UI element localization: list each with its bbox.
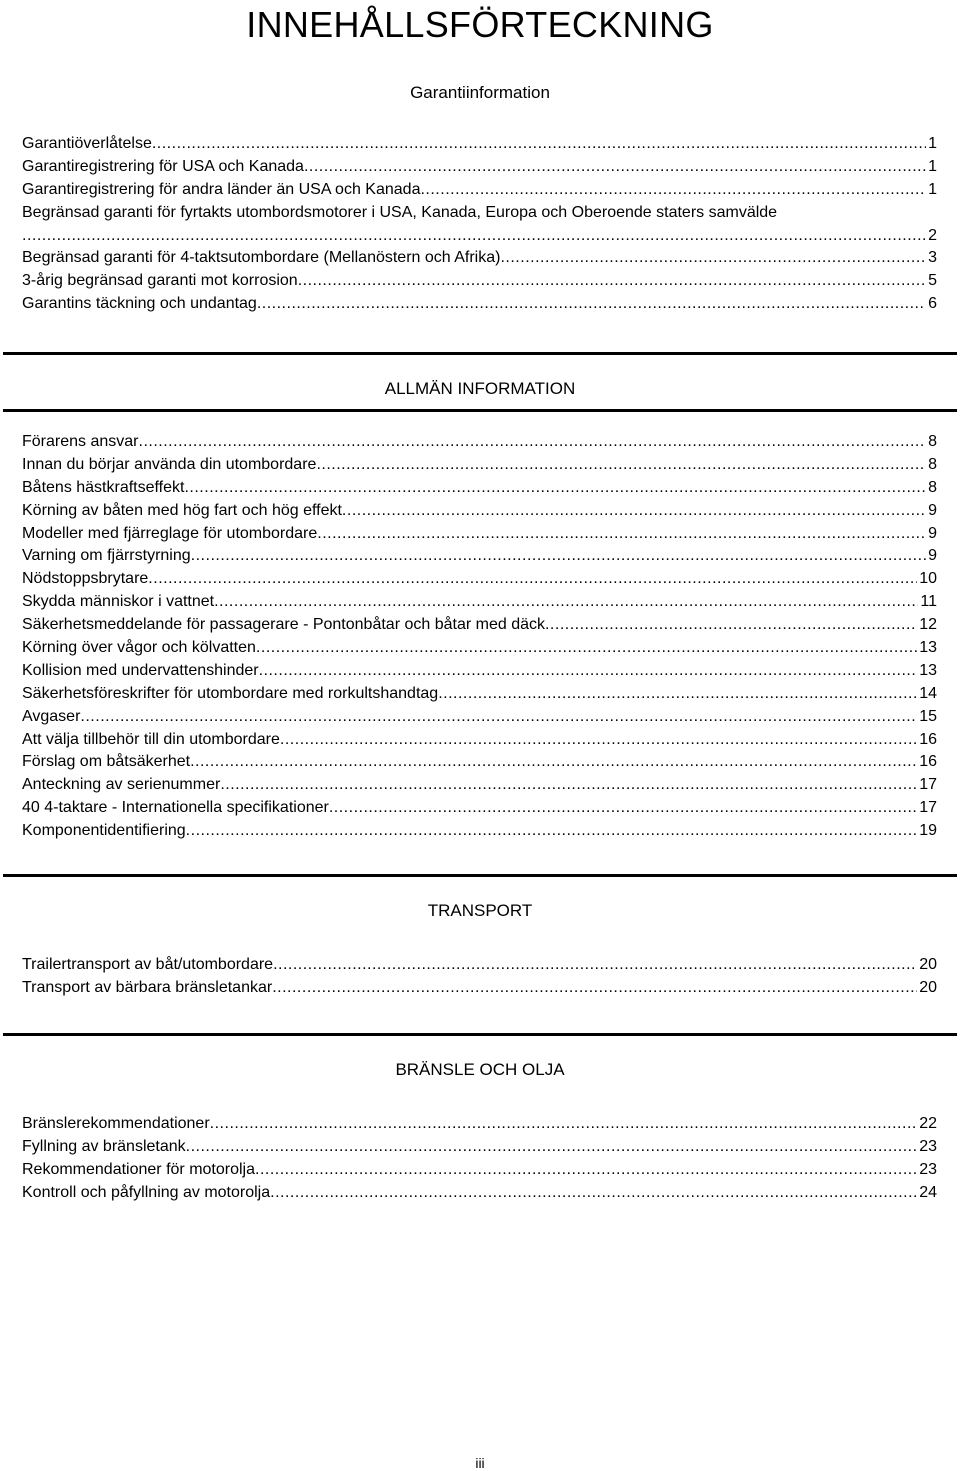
dot-leader [500, 247, 926, 270]
toc-entry[interactable] [22, 545, 937, 568]
dot-leader [191, 545, 926, 568]
dot-leader [270, 1182, 917, 1205]
toc-entry-page: 17 [919, 776, 937, 794]
toc-entry[interactable] [22, 1136, 937, 1159]
toc-entry[interactable] [22, 774, 937, 797]
toc-entry-page: 9 [928, 547, 937, 565]
dot-leader [329, 797, 917, 820]
toc-entry[interactable] [22, 820, 937, 843]
toc-entry-page: 1 [928, 180, 937, 198]
toc-entry-wrapped[interactable] [22, 202, 937, 225]
dot-leader [273, 954, 917, 977]
toc-entry-page: 12 [919, 616, 937, 634]
toc-entry-label: Säkerhetsmeddelande för passagerare - Pontonbåtar och båtar med däck [22, 616, 545, 634]
toc-entry-label: Kollision med undervattenshinder [22, 661, 259, 679]
toc-entry-page: 22 [919, 1115, 937, 1132]
toc-entry-page: 24 [919, 1183, 937, 1201]
toc-entry[interactable] [22, 454, 937, 477]
toc-entry-label: Anteckning av serienummer [22, 776, 221, 794]
toc-entry-page: 10 [919, 570, 937, 588]
dot-leader [438, 683, 917, 706]
dot-leader [186, 820, 918, 843]
dot-leader [272, 977, 917, 1000]
toc-entry[interactable] [22, 247, 937, 270]
toc-entry-page: 1 [928, 157, 937, 175]
toc-entry-page: 20 [919, 956, 937, 973]
toc-entry-page: 8 [928, 455, 937, 473]
toc-entry-label: Trailertransport av båt/utombordare [22, 956, 274, 973]
toc-entry[interactable] [22, 1182, 937, 1205]
page-number: iii [475, 1455, 485, 1471]
toc-entry-label: 3-årig begränsad garanti mot korrosion [22, 272, 298, 290]
toc-entry[interactable] [22, 133, 937, 156]
section-divider [3, 409, 957, 412]
toc-entry-page: 9 [928, 501, 937, 519]
dot-leader [257, 293, 926, 316]
toc-entry-page: 6 [928, 295, 937, 313]
toc-entry-page: 2 [928, 226, 937, 244]
page-title: INNEHÅLLSFÖRTECKNING [246, 4, 714, 45]
toc-entry-page: 8 [928, 478, 937, 496]
toc-list-allman-information [22, 431, 937, 843]
toc-entry-page: 5 [928, 272, 937, 290]
toc-list-garantiinformation [22, 133, 937, 316]
toc-entry[interactable] [22, 179, 937, 202]
toc-list-bransle-och-olja [22, 1113, 937, 1205]
toc-entry-label: Garantiregistrering för USA och Kanada [22, 157, 304, 175]
dot-leader [184, 477, 926, 500]
toc-entry[interactable] [22, 568, 937, 591]
toc-entry[interactable] [22, 706, 937, 729]
toc-entry-page: 20 [919, 978, 937, 996]
toc-entry-page: 23 [919, 1137, 937, 1155]
dot-leader [545, 614, 917, 637]
toc-entry[interactable] [22, 431, 937, 454]
toc-entry-label: Varning om fjärrstyrning [22, 547, 191, 565]
dot-leader [280, 729, 917, 752]
toc-entry-continuation[interactable] [22, 225, 937, 248]
toc-entry-label: Fyllning av bränsletank [22, 1137, 186, 1155]
toc-entry[interactable] [22, 637, 937, 660]
dot-leader [210, 1113, 918, 1136]
toc-entry-label: Nödstoppsbrytare [22, 570, 149, 588]
dot-leader [317, 523, 926, 546]
dot-leader [148, 568, 917, 591]
section-divider [3, 874, 957, 877]
dot-leader [152, 133, 926, 156]
toc-entry[interactable] [22, 477, 937, 500]
toc-entry-page: 23 [919, 1160, 937, 1178]
toc-entry[interactable] [22, 797, 937, 820]
toc-entry-page: 3 [928, 249, 937, 267]
toc-entry-page: 11 [920, 593, 937, 611]
section-heading-bransle-och-olja: BRÄNSLE OCH OLJA [395, 1060, 565, 1079]
toc-entry-label: Avgaser [22, 707, 81, 725]
toc-entry[interactable] [22, 500, 937, 523]
toc-entry-page: 8 [928, 433, 937, 450]
toc-entry[interactable] [22, 523, 937, 546]
toc-entry-page: 15 [919, 707, 937, 725]
toc-entry-label: Rekommendationer för motorolja [22, 1160, 255, 1178]
toc-entry-label: Modeller med fjärreglage för utombordare [22, 524, 318, 542]
toc-entry-page: 9 [928, 524, 937, 542]
toc-entry[interactable] [22, 1159, 937, 1182]
toc-entry-label: Båtens hästkraftseffekt [22, 478, 185, 496]
toc-entry-label: Körning över vågor och kölvatten [22, 639, 256, 657]
toc-entry-page: 16 [919, 753, 937, 771]
toc-entry[interactable] [22, 954, 937, 977]
section-heading-garantiinformation: Garantiinformation [410, 83, 550, 102]
dot-leader [298, 270, 926, 293]
toc-entry[interactable] [22, 977, 937, 1000]
section-heading-transport: TRANSPORT [427, 901, 533, 920]
dot-leader [256, 637, 917, 660]
toc-entry[interactable] [22, 1113, 937, 1136]
toc-entry-page: 13 [919, 639, 937, 657]
toc-entry[interactable] [22, 683, 937, 706]
toc-entry[interactable] [22, 156, 937, 179]
toc-entry-label: Förslag om båtsäkerhet [22, 753, 191, 771]
dot-leader [190, 751, 917, 774]
section-divider [3, 352, 957, 355]
toc-entry-label: Begränsad garanti för 4-taktsutombordare (Mellanöstern och Afrika) [22, 249, 501, 267]
dot-leader [220, 774, 917, 797]
toc-entry-label: Garantiöverlåtelse [22, 135, 152, 152]
dot-leader [259, 660, 918, 683]
section-heading-allman-information: ALLMÄN INFORMATION [384, 379, 576, 398]
toc-entry-page: 16 [919, 730, 937, 748]
dot-leader [420, 179, 926, 202]
toc-entry-label: Garantiregistrering för andra länder än USA och Kanada [22, 180, 421, 198]
dot-leader [255, 1159, 917, 1182]
toc-entry[interactable] [22, 729, 937, 752]
toc-entry[interactable] [22, 614, 937, 637]
toc-entry-label: Kontroll och påfyllning av motorolja [22, 1183, 271, 1201]
toc-entry-page: 17 [919, 799, 937, 817]
dot-leader [342, 500, 926, 523]
toc-entry-label: Förarens ansvar [22, 433, 139, 450]
dot-leader [80, 706, 917, 729]
toc-entry-label: Garantins täckning och undantag [22, 295, 257, 313]
toc-entry-page: 1 [928, 135, 937, 152]
toc-entry-label: Säkerhetsföreskrifter för utombordare med rorkultshandtag [22, 684, 439, 702]
toc-entry-label: 40 4-taktare - Internationella specifikationer [22, 799, 329, 817]
dot-leader [214, 591, 918, 614]
toc-entry-label: Att välja tillbehör till din utombordare [22, 730, 280, 748]
dot-leader [316, 454, 926, 477]
dot-leader [22, 225, 926, 248]
toc-entry[interactable] [22, 591, 937, 614]
toc-entry-label: Körning av båten med hög fart och hög effekt [22, 501, 342, 519]
toc-entry-label: Bränslerekommendationer [22, 1115, 210, 1132]
toc-entry-label: Komponentidentifiering [22, 822, 186, 840]
section-divider [3, 1033, 957, 1036]
toc-entry[interactable] [22, 293, 937, 316]
toc-entry[interactable] [22, 660, 937, 683]
dot-leader [186, 1136, 918, 1159]
toc-entry-label: Innan du börjar använda din utombordare [22, 455, 317, 473]
dot-leader [139, 431, 927, 454]
dot-leader [304, 156, 926, 179]
toc-entry-label: Begränsad garanti för fyrtakts utombordsmotorer i USA, Kanada, Europa och Oberoende staters samvälde [22, 203, 778, 221]
toc-entry-page: 14 [919, 684, 937, 702]
toc-entry[interactable] [22, 270, 937, 293]
toc-entry-label: Transport av bärbara bränsletankar [22, 978, 273, 996]
toc-entry-page: 19 [919, 822, 937, 840]
toc-entry-label: Skydda människor i vattnet [22, 593, 215, 611]
toc-entry-page: 13 [919, 661, 937, 679]
toc-list-transport [22, 954, 937, 1000]
toc-entry[interactable] [22, 751, 937, 774]
